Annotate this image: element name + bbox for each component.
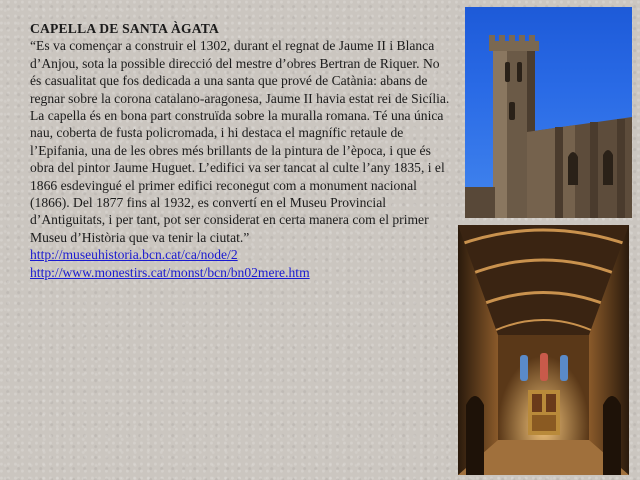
chapel-interior-photo [458,225,629,475]
quote-body: “Es va començar a construir el 1302, durant el regnat de Jaume II i Blanca d’Anjou, sota la possible direcció del mestre d’obres Bertran de Riquer. No és casualitat que fos dedicada a una santa que prové de Catània: abans de regnar sobre la corona catalano-aragonesa, Jaume II havia estat rei de Sicília. La capella és en bona part construïda sobre la muralla romana. Té una única nau, coberta de fusta policromada, i hi destaca el magnífic retaule de l’Epifania, una de les obres més brillants de la pintura de l’època, i que és obra del pintor Jaume Huguet. L’edifici va ser tancat al culte l’any 1835, i el 1866 esdevingué el primer edifici reconegut com a monument nacional (1866). Del 1877 fins al 1932, es convertí en el Museu Provincial d’Antiguitats, i per tant, pot ser considerat en certa manera com el primer Museu d’Història que va tenir la ciutat.” [30,38,450,245]
nave-illustration [458,225,629,475]
tower-illustration [465,7,632,218]
text-block [30,20,450,281]
tower-exterior-photo [465,7,632,218]
link-monestirs[interactable]: http://www.monestirs.cat/monst/bcn/bn02mere.htm [30,264,310,280]
slide-title: CAPELLA DE SANTA ÀGATA [30,21,220,36]
link-museu-historia[interactable]: http://museuhistoria.bcn.cat/ca/node/2 [30,247,238,263]
